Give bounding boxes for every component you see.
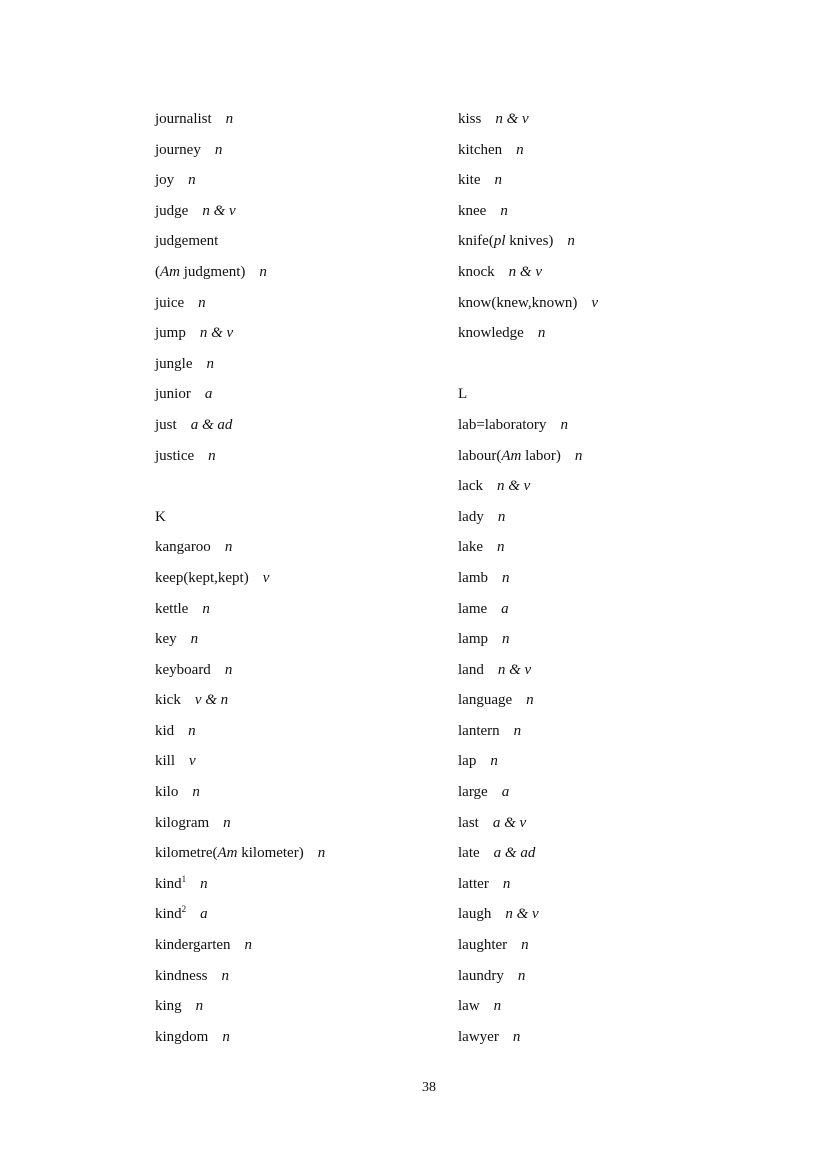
entry-pos: n xyxy=(521,937,529,954)
entry-word: kid xyxy=(155,722,175,739)
word-entry xyxy=(458,838,758,869)
entry-word: judge xyxy=(155,202,189,219)
word-entry xyxy=(155,838,450,869)
word-entry xyxy=(458,226,758,257)
entry-pos: n xyxy=(502,631,510,648)
word-entry xyxy=(458,410,758,441)
entry-word: kilo xyxy=(155,784,179,801)
entry-word: kick xyxy=(155,692,181,709)
word-column-right xyxy=(458,104,758,1052)
entry-pos: n xyxy=(214,141,223,158)
word-entry xyxy=(155,899,450,930)
page-number: 38 xyxy=(422,1080,436,1095)
word-entry xyxy=(458,196,758,227)
word-entry xyxy=(458,502,758,533)
word-entry xyxy=(155,441,450,472)
word-entry xyxy=(155,930,450,961)
entry-pos: n xyxy=(537,325,546,342)
entry-word: lap xyxy=(458,753,477,770)
entry-word: late xyxy=(458,845,480,862)
word-entry xyxy=(155,746,450,777)
entry-pos: n xyxy=(225,111,234,127)
word-entry xyxy=(155,624,450,655)
word-entry xyxy=(458,746,758,777)
section-header: K xyxy=(155,508,166,525)
entry-word: keep(kept,kept) xyxy=(155,569,249,586)
word-entry xyxy=(155,777,450,808)
entry-pos: n xyxy=(200,875,208,892)
entry-word: joy xyxy=(155,172,175,189)
entry-pos: n & v xyxy=(199,325,234,342)
word-entry xyxy=(458,685,758,716)
entry-word: keyboard xyxy=(155,661,211,678)
entry-pos: n xyxy=(190,631,199,648)
word-entry xyxy=(458,257,758,288)
entry-word: knee xyxy=(458,202,487,219)
word-entry xyxy=(458,777,758,808)
word-entry xyxy=(155,410,450,441)
entry-pos: n xyxy=(500,202,508,219)
word-entry xyxy=(458,532,758,563)
entry-word: king xyxy=(155,998,182,1015)
word-entry xyxy=(155,318,450,349)
entry-word: kangaroo xyxy=(155,539,211,556)
entry-word: journalist xyxy=(155,111,212,127)
blank-row xyxy=(155,471,450,502)
entry-word: judgement xyxy=(155,233,219,250)
entry-pos: n xyxy=(497,508,506,525)
entry-word: lantern xyxy=(458,722,500,739)
entry-word: (Am judgment) xyxy=(155,263,246,280)
entry-word: journey xyxy=(155,141,201,158)
entry-word: lamp xyxy=(458,631,488,648)
entry-word: knock xyxy=(458,263,495,280)
word-entry xyxy=(458,288,758,319)
entry-word: kite xyxy=(458,172,481,189)
entry-word: laugh xyxy=(458,906,492,923)
entry-word: latter xyxy=(458,875,489,892)
word-entry xyxy=(155,104,450,135)
entry-pos: a & ad xyxy=(190,416,233,433)
entry-pos: n xyxy=(493,998,502,1015)
entry-word: lawyer xyxy=(458,1028,499,1045)
entry-pos: n xyxy=(574,447,583,464)
word-entry xyxy=(155,594,450,625)
entry-word: kind$^1$ xyxy=(155,873,187,892)
entry-word: kingdom xyxy=(155,1028,209,1045)
entry-word: laundry xyxy=(458,967,504,984)
word-entry xyxy=(155,655,450,686)
word-entry xyxy=(155,685,450,716)
entry-word: kill xyxy=(155,753,176,770)
entry-word: last xyxy=(458,814,479,831)
entry-word: knowledge xyxy=(458,325,524,342)
entry-pos: n xyxy=(512,1028,521,1045)
word-entry xyxy=(155,532,450,563)
word-entry xyxy=(458,471,758,502)
word-entry xyxy=(458,716,758,747)
entry-pos: n xyxy=(516,141,524,158)
word-entry xyxy=(155,288,450,319)
word-entry xyxy=(155,991,450,1022)
entry-word: land xyxy=(458,661,484,678)
entry-word: large xyxy=(458,784,488,801)
entry-word: justice xyxy=(155,447,195,464)
word-entry xyxy=(155,165,450,196)
entry-pos: n xyxy=(223,814,231,831)
word-entry xyxy=(458,991,758,1022)
blank-row xyxy=(458,349,758,380)
entry-pos: n xyxy=(513,722,522,739)
entry-word: lab=laboratory xyxy=(458,416,547,433)
entry-word: kilogram xyxy=(155,814,210,831)
word-entry xyxy=(458,624,758,655)
word-entry xyxy=(458,1022,758,1053)
word-entry xyxy=(458,594,758,625)
entry-pos: n xyxy=(188,172,196,189)
entry-pos: v & n xyxy=(194,692,229,709)
entry-pos: n xyxy=(221,967,229,984)
entry-pos: n xyxy=(188,722,196,739)
entry-pos: n xyxy=(198,294,206,311)
entry-pos: n xyxy=(496,539,505,556)
word-entry xyxy=(458,563,758,594)
entry-word: laughter xyxy=(458,937,508,954)
entry-word: know(knew,known) xyxy=(458,294,578,311)
word-entry xyxy=(458,165,758,196)
word-entry xyxy=(155,196,450,227)
entry-word: kindergarten xyxy=(155,937,231,954)
entry-pos: a xyxy=(200,906,208,923)
entry-pos: n xyxy=(192,784,200,801)
word-entry xyxy=(458,441,758,472)
entry-pos: n & v xyxy=(202,202,236,219)
entry-pos: n & v xyxy=(496,478,531,495)
entry-pos: n xyxy=(494,172,502,189)
entry-pos: a & ad xyxy=(493,845,536,862)
word-entry xyxy=(458,104,758,135)
entry-word: kind$^2$ xyxy=(155,904,187,923)
entry-pos: n xyxy=(206,355,214,372)
entry-pos: n xyxy=(195,998,204,1015)
entry-pos: n xyxy=(526,692,534,709)
word-entry xyxy=(458,899,758,930)
word-entry xyxy=(155,379,450,410)
word-entry xyxy=(155,257,450,288)
word-entry xyxy=(155,808,450,839)
entry-pos: n & v xyxy=(505,906,539,923)
word-entry xyxy=(458,318,758,349)
entry-pos: n xyxy=(244,937,253,954)
entry-pos: n & v xyxy=(495,111,529,127)
entry-pos: n xyxy=(202,600,210,617)
entry-word: junior xyxy=(155,386,191,403)
entry-pos: n xyxy=(208,447,216,464)
entry-word: language xyxy=(458,692,513,709)
word-column-left xyxy=(155,104,450,1052)
entry-pos: n xyxy=(567,233,575,250)
word-entry xyxy=(458,655,758,686)
word-entry xyxy=(458,930,758,961)
entry-pos: n xyxy=(224,539,233,556)
entry-pos: n xyxy=(560,416,568,433)
entry-word: kilometre(Am kilometer) xyxy=(155,845,304,862)
entry-pos: v xyxy=(591,294,599,311)
entry-word: kindness xyxy=(155,967,208,984)
entry-word: lack xyxy=(458,478,483,495)
word-entry xyxy=(458,135,758,166)
entry-pos: n & v xyxy=(497,661,532,678)
entry-pos: a xyxy=(501,600,509,617)
entry-word: jump xyxy=(155,325,186,342)
entry-pos: n & v xyxy=(508,263,542,280)
entry-word: lamb xyxy=(458,569,488,586)
word-entry xyxy=(155,716,450,747)
entry-pos: v xyxy=(262,569,270,586)
entry-pos: n xyxy=(502,569,510,586)
entry-word: key xyxy=(155,631,177,648)
entry-word: just xyxy=(155,416,177,433)
word-entry xyxy=(155,563,450,594)
word-entry xyxy=(458,808,758,839)
entry-word: law xyxy=(458,998,480,1015)
section-header: L xyxy=(458,386,468,403)
word-entry xyxy=(155,961,450,992)
word-entry xyxy=(155,349,450,380)
word-entry xyxy=(458,869,758,900)
entry-pos: n xyxy=(502,875,511,892)
entry-pos: n xyxy=(490,753,498,770)
word-entry xyxy=(155,135,450,166)
entry-pos: n xyxy=(259,263,267,280)
entry-word: kettle xyxy=(155,600,189,617)
word-entry xyxy=(155,869,450,900)
entry-word: kiss xyxy=(458,111,482,127)
entry-pos: a xyxy=(501,784,510,801)
word-entry xyxy=(458,961,758,992)
entry-word: kitchen xyxy=(458,141,503,158)
entry-pos: n xyxy=(517,967,526,984)
entry-pos: n xyxy=(224,661,233,678)
entry-word: knife(pl knives) xyxy=(458,233,554,250)
entry-pos: v xyxy=(189,753,196,770)
entry-word: jungle xyxy=(155,355,193,372)
word-entry xyxy=(155,226,450,257)
entry-word: lake xyxy=(458,539,483,556)
entry-word: lame xyxy=(458,600,488,617)
word-entry xyxy=(155,1022,450,1053)
entry-word: labour(Am labor) xyxy=(458,447,561,464)
entry-pos: n xyxy=(222,1028,230,1045)
entry-pos: n xyxy=(317,845,326,862)
entry-word: lady xyxy=(458,508,484,525)
entry-pos: a & v xyxy=(492,814,527,831)
entry-word: juice xyxy=(155,294,185,311)
entry-pos: a xyxy=(204,386,213,403)
